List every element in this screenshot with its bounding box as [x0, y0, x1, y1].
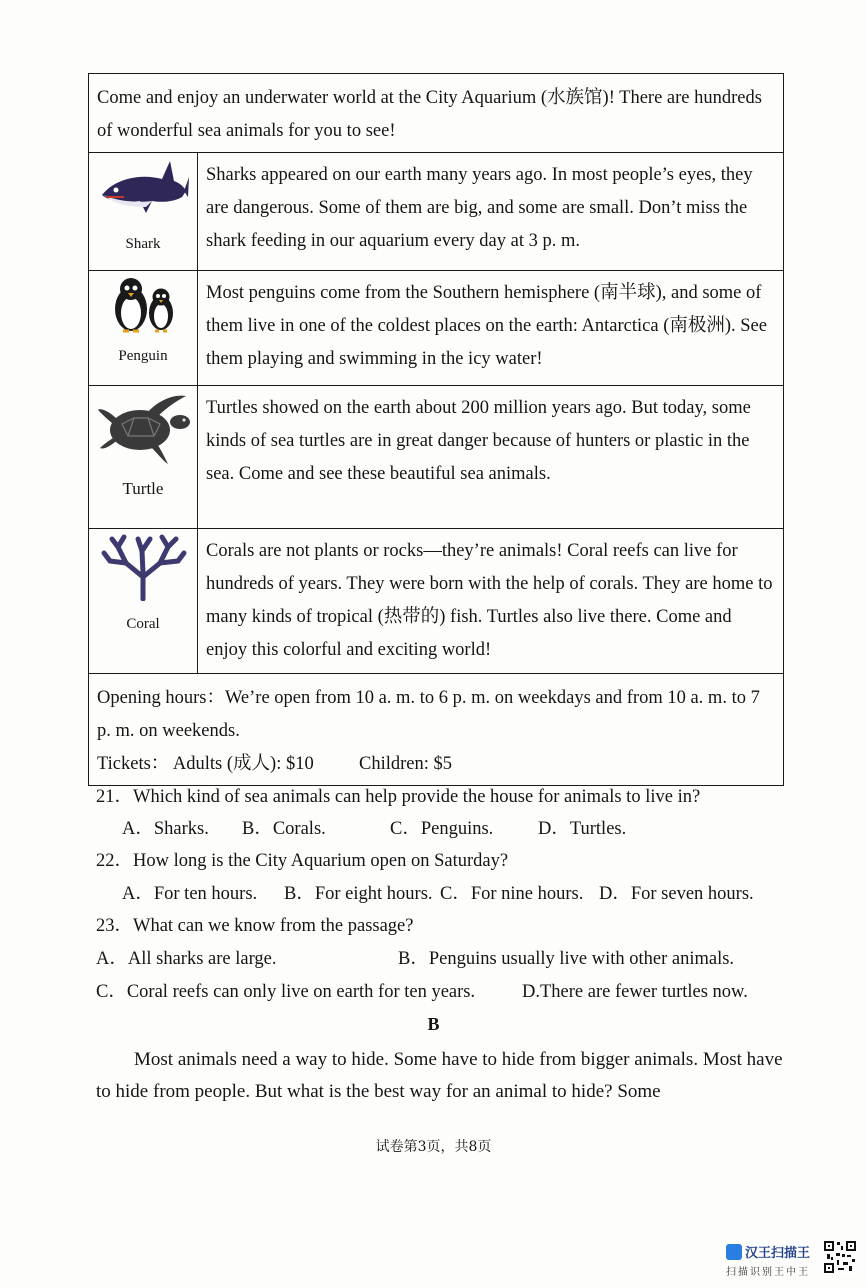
coral-label: Coral [126, 616, 160, 632]
turtle-picture-cell [89, 386, 198, 529]
q23-option-c: C．Coral reefs can only live on earth for ten years. [96, 982, 476, 1002]
qr-code-icon [823, 1240, 857, 1274]
q21-option-b: B．Corals. [242, 819, 326, 839]
tickets-label: Tickets： [97, 754, 170, 774]
q22-option-b: B．For eight hours. [284, 884, 433, 904]
q23-option-d: D.There are fewer turtles now. [522, 982, 748, 1002]
q21-option-d: D．Turtles. [538, 819, 627, 839]
adult-price: Adults (成人): $10 [172, 754, 314, 774]
q23-option-b: B．Penguins usually live with other animals. [398, 949, 735, 969]
penguin-text: Most penguins come from the Southern hemisphere (南半球), and some of them live in one of the coldest places on the earth: Antarctica (南极洲). See them playing and swimming in the icy water! [206, 283, 767, 369]
q22-option-a: A．For ten hours. [122, 884, 258, 904]
scanner-brand: 汉王扫描王 [745, 1246, 811, 1261]
shark-text: Sharks appeared on our earth many years ago. In most people’s eyes, they are dangerous. Some of them are big, and some are small. Don’t miss the shark feeding in our aquarium every day at 3 p. m. [206, 165, 753, 251]
q22-option-c: C．For nine hours. [440, 884, 584, 904]
penguin-description [198, 271, 784, 386]
shark-picture-cell [89, 153, 198, 271]
penguin-label: Penguin [118, 348, 168, 364]
coral-description [198, 529, 784, 674]
turtle-label: Turtle [122, 479, 164, 498]
tickets-row [97, 748, 775, 781]
coral-picture-cell [89, 529, 198, 674]
shark-icon [96, 157, 190, 221]
coral-icon [98, 533, 188, 601]
aquarium-ad-table [88, 73, 784, 786]
penguin-icon [103, 275, 183, 333]
question-23-stem: 23．What can we know from the passage? [96, 916, 414, 936]
section-b-paragraph: Most animals need a way to hide. Some have to hide from bigger animals. Most have to hide from people. But what is the best way for an animal to hide? Some [96, 1049, 783, 1102]
child-price: Children: $5 [358, 754, 452, 774]
turtle-icon [94, 390, 192, 466]
scanner-watermark [726, 1242, 818, 1278]
question-21-stem: 21．Which kind of sea animals can help provide the house for animals to live in? [96, 787, 701, 807]
info-cell [89, 674, 784, 786]
shark-description [198, 153, 784, 271]
penguin-picture-cell [89, 271, 198, 386]
scanner-slogan: 扫描识别王中王 [726, 1267, 810, 1278]
coral-text: Corals are not plants or rocks—they’re animals! Coral reefs can live for hundreds of years. They were born with the help of corals. They are home to many kinds of tropical (热带的) fish. Turtles also live there. Come and enjoy this colorful and exciting world! [206, 541, 773, 660]
opening-hours: Opening hours：We’re open from 10 a. m. to 6 p. m. on weekdays and from 10 a. m. to 7 p. m. on weekends. [97, 688, 760, 741]
section-b-heading: B [427, 1014, 440, 1034]
q23-option-a: A．All sharks are large. [96, 949, 277, 969]
page-footer: 试卷第3页，共8页 [375, 1139, 492, 1155]
intro-text: Come and enjoy an underwater world at the City Aquarium (水族馆)! There are hundreds of wonderful sea animals for you to see! [97, 88, 762, 141]
q22-option-d: D．For seven hours. [599, 884, 754, 904]
turtle-description [198, 386, 784, 529]
scanner-logo-icon [726, 1244, 742, 1260]
turtle-text: Turtles showed on the earth about 200 million years ago. But today, some kinds of sea turtles are in great danger because of hunters or plastic in the sea. Come and see these beautiful sea animals. [206, 398, 751, 484]
q21-option-a: A．Sharks. [122, 819, 209, 839]
intro-cell [89, 74, 784, 153]
q21-option-c: C．Penguins. [390, 819, 494, 839]
question-22-stem: 22．How long is the City Aquarium open on Saturday? [96, 851, 509, 871]
shark-label: Shark [125, 236, 161, 252]
